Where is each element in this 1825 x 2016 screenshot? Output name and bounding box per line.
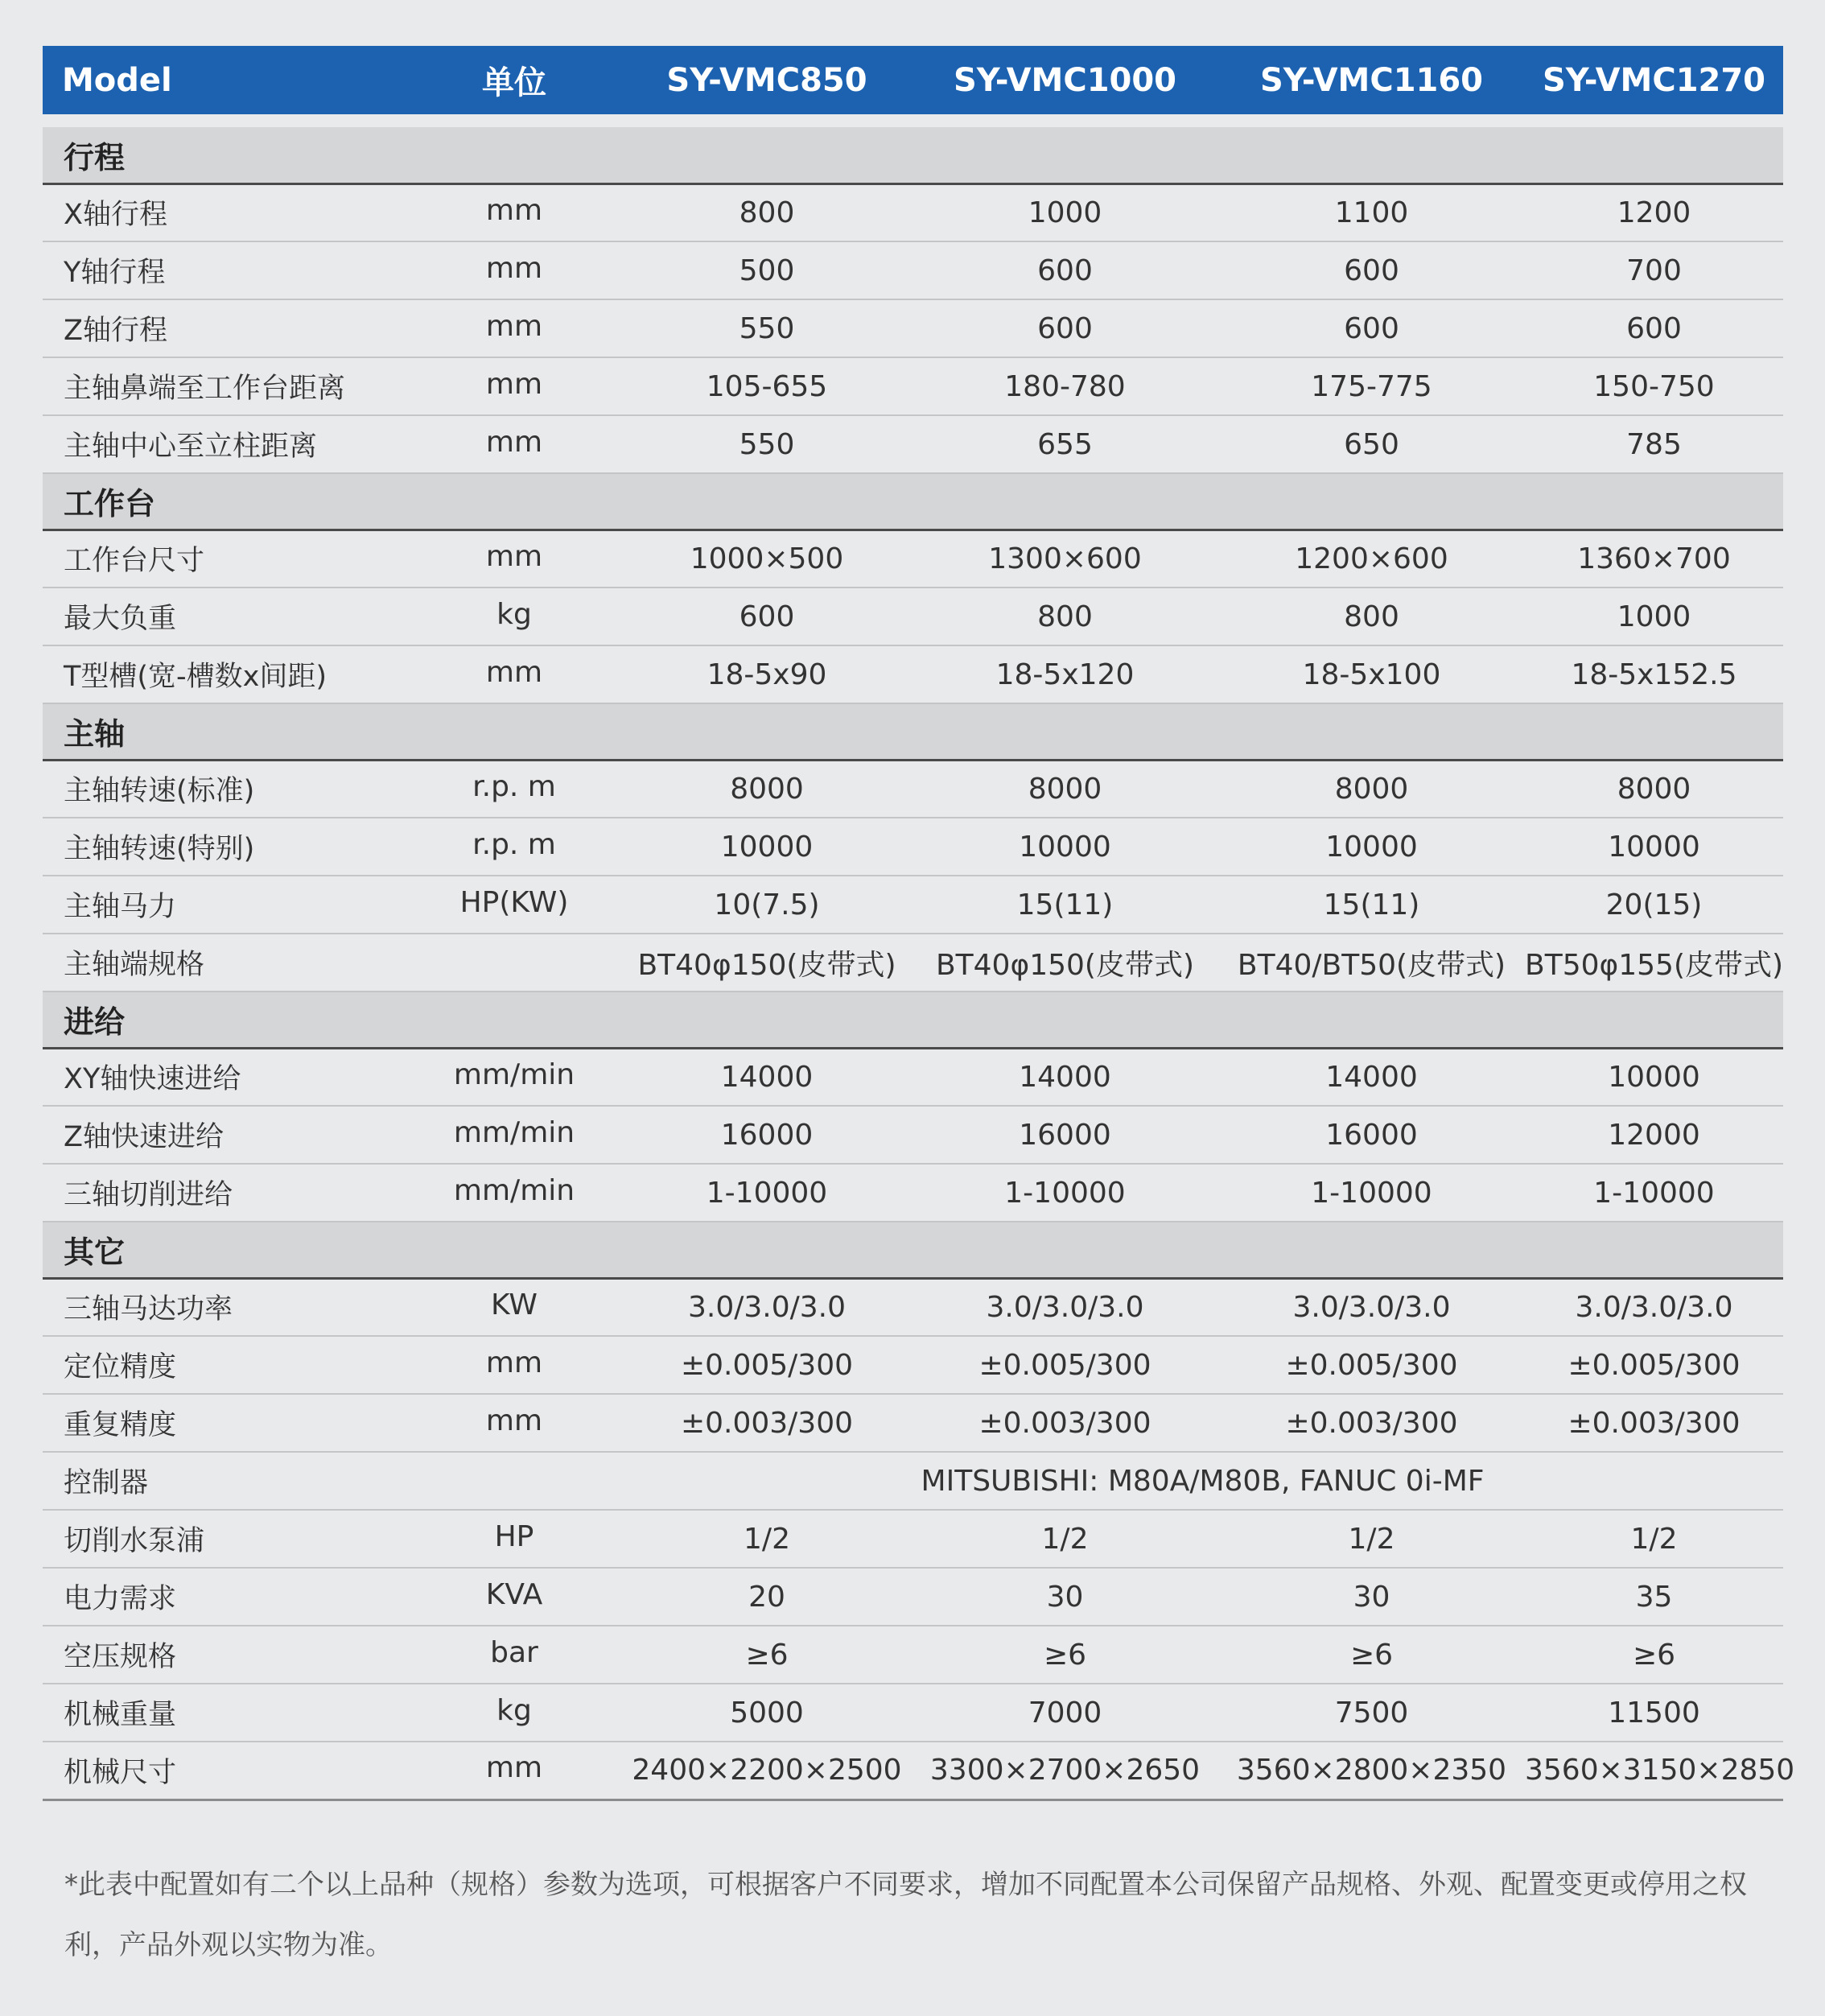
row-value: 18-5x120 (912, 645, 1218, 703)
row-value: 14000 (622, 1048, 912, 1106)
table-row (43, 1684, 1783, 1742)
row-value: 1200 (1525, 183, 1783, 241)
row-unit: kg (406, 587, 622, 645)
row-unit: mm (406, 415, 622, 473)
row-label: 主轴中心至立柱距离 (43, 415, 406, 473)
table-row (43, 357, 1783, 415)
row-value: 175-775 (1218, 357, 1525, 415)
row-value: 3.0/3.0/3.0 (622, 1278, 912, 1336)
row-value: 5000 (622, 1684, 912, 1742)
row-value: 15(11) (912, 876, 1218, 934)
row-value: 600 (622, 587, 912, 645)
table-row (43, 1164, 1783, 1222)
row-unit: mm (406, 1742, 622, 1800)
row-value: 3560×2800×2350 (1218, 1742, 1525, 1800)
row-label: 三轴切削进给 (43, 1164, 406, 1222)
table-row (43, 760, 1783, 818)
row-value: 800 (912, 587, 1218, 645)
row-label: T型槽(宽-槽数x间距) (43, 645, 406, 703)
row-value: 10000 (622, 818, 912, 876)
row-value: 150-750 (1525, 357, 1783, 415)
row-value: 16000 (622, 1106, 912, 1164)
table-row (43, 530, 1783, 587)
row-value: 550 (622, 299, 912, 357)
table-row (43, 934, 1783, 992)
row-value: BT40φ150(皮带式) (912, 934, 1218, 992)
section-title: 其它 (43, 1222, 1783, 1278)
row-unit: HP (406, 1510, 622, 1568)
header-model-name: SY-VMC1160 (1259, 61, 1484, 99)
footnote: *此表中配置如有二个以上品种（规格）参数为选项，可根据客户不同要求，增加不同配置本公司保留产品规格、外观、配置变更或停用之权利，产品外观以实物为准。 (64, 1869, 1747, 1961)
table-row (43, 1106, 1783, 1164)
row-unit: mm (406, 299, 622, 357)
row-value: 1000 (912, 183, 1218, 241)
row-value: 16000 (912, 1106, 1218, 1164)
row-value: 1300×600 (912, 530, 1218, 587)
row-value: 16000 (1218, 1106, 1525, 1164)
row-value: 600 (1525, 299, 1783, 357)
row-label: Z轴快速进给 (43, 1106, 406, 1164)
header-model-name: SY-VMC850 (666, 61, 867, 99)
row-value: 18-5x152.5 (1525, 645, 1783, 703)
row-value: 3.0/3.0/3.0 (1218, 1278, 1525, 1336)
row-unit: mm/min (406, 1164, 622, 1222)
row-value: 3560×3150×2850 (1525, 1742, 1783, 1800)
table-row (43, 415, 1783, 473)
row-value: 3.0/3.0/3.0 (1525, 1278, 1783, 1336)
row-label: 三轴马达功率 (43, 1278, 406, 1336)
row-value: 500 (622, 241, 912, 299)
row-value: 600 (912, 241, 1218, 299)
row-value: 3300×2700×2650 (912, 1742, 1218, 1800)
row-label: 电力需求 (43, 1568, 406, 1626)
row-value: ≥6 (1218, 1626, 1525, 1684)
row-value: 800 (622, 183, 912, 241)
row-value: 7500 (1218, 1684, 1525, 1742)
row-value: 8000 (1218, 760, 1525, 818)
row-value: ±0.005/300 (1218, 1336, 1525, 1394)
header-model-name: SY-VMC1000 (953, 61, 1177, 99)
row-value: 1/2 (1525, 1510, 1783, 1568)
row-value: ±0.005/300 (1525, 1336, 1783, 1394)
row-value: 180-780 (912, 357, 1218, 415)
header-model-label: Model (62, 61, 172, 99)
section-title: 行程 (43, 127, 1783, 183)
row-value: 1/2 (912, 1510, 1218, 1568)
row-value: 1-10000 (1218, 1164, 1525, 1222)
row-unit: mm (406, 530, 622, 587)
row-value: 1000 (1525, 587, 1783, 645)
section-header-row (43, 127, 1783, 183)
row-value: 550 (622, 415, 912, 473)
row-label: Y轴行程 (43, 241, 406, 299)
row-unit: KVA (406, 1568, 622, 1626)
row-value: ≥6 (622, 1626, 912, 1684)
row-unit: mm (406, 645, 622, 703)
row-value: 10000 (912, 818, 1218, 876)
table-row (43, 1626, 1783, 1684)
row-label: 主轴鼻端至工作台距离 (43, 357, 406, 415)
row-unit: mm/min (406, 1106, 622, 1164)
table-row (43, 1510, 1783, 1568)
row-label: 机械尺寸 (43, 1742, 406, 1800)
row-label: 空压规格 (43, 1626, 406, 1684)
row-value: 785 (1525, 415, 1783, 473)
section-header-row (43, 473, 1783, 530)
row-value: 20 (622, 1568, 912, 1626)
row-value: 10000 (1525, 818, 1783, 876)
row-value: 1000×500 (622, 530, 912, 587)
row-value: BT40/BT50(皮带式) (1218, 934, 1525, 992)
section-header-row (43, 992, 1783, 1048)
spacer-cell (43, 114, 1783, 127)
row-value: 600 (1218, 299, 1525, 357)
section-title: 主轴 (43, 703, 1783, 760)
table-row (43, 645, 1783, 703)
row-label: 主轴转速(特别) (43, 818, 406, 876)
row-label: 定位精度 (43, 1336, 406, 1394)
row-unit: bar (406, 1626, 622, 1684)
table-row (43, 1278, 1783, 1336)
table-row (43, 299, 1783, 357)
row-value: BT50φ155(皮带式) (1525, 934, 1783, 992)
table-row (43, 1048, 1783, 1106)
table-row (43, 1742, 1783, 1800)
row-unit: mm (406, 357, 622, 415)
table-row (43, 1568, 1783, 1626)
row-value: 18-5x90 (622, 645, 912, 703)
row-value: 1360×700 (1525, 530, 1783, 587)
table-row (43, 241, 1783, 299)
table-row (43, 1394, 1783, 1452)
row-unit: mm (406, 241, 622, 299)
table-row (43, 183, 1783, 241)
row-value: 20(15) (1525, 876, 1783, 934)
row-label: 机械重量 (43, 1684, 406, 1742)
row-label: Z轴行程 (43, 299, 406, 357)
row-unit: mm (406, 1394, 622, 1452)
row-value: 600 (912, 299, 1218, 357)
row-value: 1/2 (622, 1510, 912, 1568)
row-value: 650 (1218, 415, 1525, 473)
row-value: 8000 (1525, 760, 1783, 818)
row-value: 655 (912, 415, 1218, 473)
table-row (43, 1452, 1783, 1510)
row-value: 1/2 (1218, 1510, 1525, 1568)
row-value: 1-10000 (1525, 1164, 1783, 1222)
row-label: 切削水泵浦 (43, 1510, 406, 1568)
row-label: 主轴马力 (43, 876, 406, 934)
table-row (43, 1336, 1783, 1394)
row-value: 18-5x100 (1218, 645, 1525, 703)
row-value: 10000 (1218, 818, 1525, 876)
row-value: 700 (1525, 241, 1783, 299)
row-label: 工作台尺寸 (43, 530, 406, 587)
row-value: 8000 (912, 760, 1218, 818)
row-label: 主轴端规格 (43, 934, 406, 992)
row-span-value: MITSUBISHI: M80A/M80B, FANUC 0i-MF (622, 1452, 1783, 1510)
row-value: 12000 (1525, 1106, 1783, 1164)
row-value: ≥6 (1525, 1626, 1783, 1684)
row-value: 10000 (1525, 1048, 1783, 1106)
row-unit: mm (406, 1336, 622, 1394)
table-row (43, 876, 1783, 934)
row-value: 1100 (1218, 183, 1525, 241)
header-unit-label: 单位 (482, 64, 546, 101)
header-model-name: SY-VMC1270 (1542, 61, 1766, 99)
table-row (43, 587, 1783, 645)
row-unit (406, 1452, 622, 1510)
row-value: 35 (1525, 1568, 1783, 1626)
table-header-row (43, 46, 1783, 114)
row-unit: KW (406, 1278, 622, 1336)
row-value: 14000 (912, 1048, 1218, 1106)
section-header-row (43, 1222, 1783, 1278)
row-value: 30 (912, 1568, 1218, 1626)
row-unit: r.p. m (406, 760, 622, 818)
row-unit: HP(KW) (406, 876, 622, 934)
row-value: 1200×600 (1218, 530, 1525, 587)
row-unit: r.p. m (406, 818, 622, 876)
row-value: 600 (1218, 241, 1525, 299)
row-label: X轴行程 (43, 183, 406, 241)
row-unit (406, 934, 622, 992)
row-unit: mm (406, 183, 622, 241)
row-label: 最大负重 (43, 587, 406, 645)
row-label: 重复精度 (43, 1394, 406, 1452)
section-title: 工作台 (43, 473, 1783, 530)
row-value: 1-10000 (912, 1164, 1218, 1222)
row-value: ±0.005/300 (622, 1336, 912, 1394)
row-value: ±0.005/300 (912, 1336, 1218, 1394)
row-label: 主轴转速(标准) (43, 760, 406, 818)
row-label: XY轴快速进给 (43, 1048, 406, 1106)
row-value: 2400×2200×2500 (622, 1742, 912, 1800)
row-value: ≥6 (912, 1626, 1218, 1684)
row-value: ±0.003/300 (912, 1394, 1218, 1452)
row-value: BT40φ150(皮带式) (622, 934, 912, 992)
row-value: 15(11) (1218, 876, 1525, 934)
row-value: 3.0/3.0/3.0 (912, 1278, 1218, 1336)
row-value: ±0.003/300 (1525, 1394, 1783, 1452)
section-title: 进给 (43, 992, 1783, 1048)
row-value: 14000 (1218, 1048, 1525, 1106)
row-value: 7000 (912, 1684, 1218, 1742)
table-row (43, 818, 1783, 876)
section-spacer (43, 114, 1783, 127)
spec-body (43, 114, 1795, 1800)
row-value: ±0.003/300 (1218, 1394, 1525, 1452)
spec-table (43, 46, 1795, 1801)
row-value: 8000 (622, 760, 912, 818)
row-value: 1-10000 (622, 1164, 912, 1222)
row-label: 控制器 (43, 1452, 406, 1510)
row-value: ±0.003/300 (622, 1394, 912, 1452)
section-header-row (43, 703, 1783, 760)
row-value: 800 (1218, 587, 1525, 645)
row-value: 105-655 (622, 357, 912, 415)
row-value: 30 (1218, 1568, 1525, 1626)
row-unit: kg (406, 1684, 622, 1742)
row-value: 10(7.5) (622, 876, 912, 934)
row-unit: mm/min (406, 1048, 622, 1106)
row-value: 11500 (1525, 1684, 1783, 1742)
